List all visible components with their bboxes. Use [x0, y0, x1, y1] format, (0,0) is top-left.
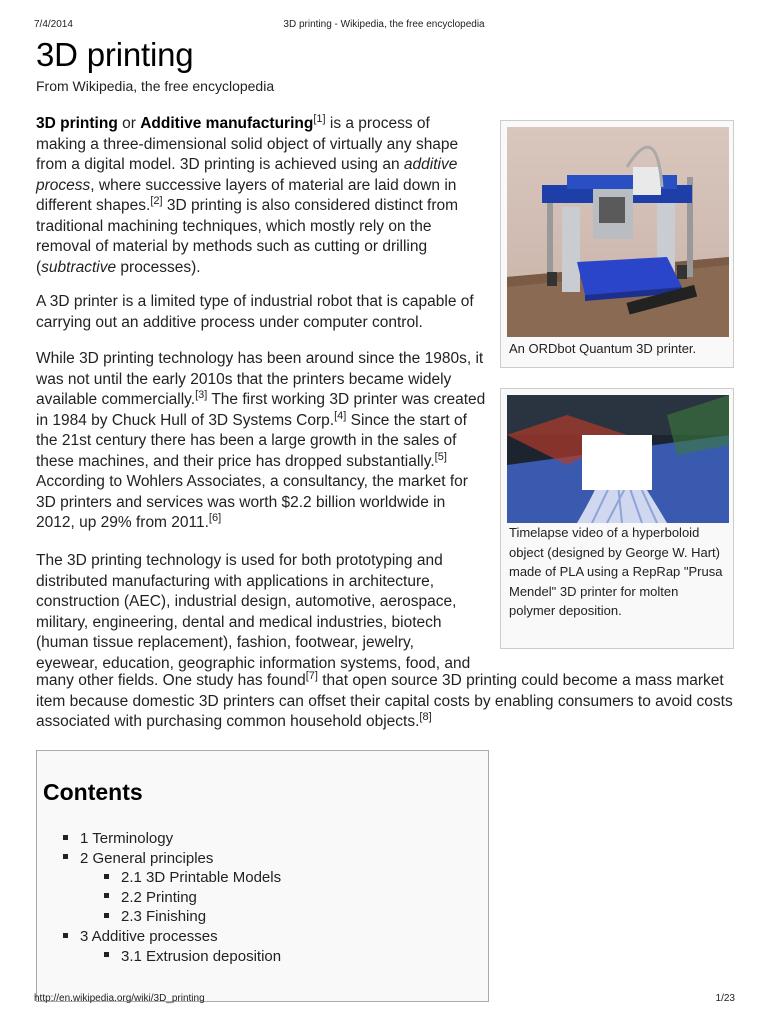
toc-subitem[interactable]: 2.3 Finishing: [104, 907, 281, 927]
table-of-contents: [36, 750, 489, 1002]
figure-ordbot: [500, 120, 734, 368]
citation-link[interactable]: [3]: [195, 388, 208, 401]
paragraph-definition: A 3D printer is a limited type of industrial robot that is capable of carrying out an additive process under computer control.: [36, 293, 474, 331]
toc-list: [63, 829, 281, 966]
bold-term: 3D printing: [36, 115, 118, 132]
paragraph-intro: 3D printing or Additive manufacturing[1] is a process of making a three-dimensional solid object of virtually any shape from a digital model. 3D printing is achieved using an additive process, where successive layers of material are laid down in different shapes.[2] 3D printing is also considered distinct from traditional machining techniques, which mostly rely on the removal of material by methods such as cutting or drilling (subtractive processes).: [36, 112, 459, 276]
toc-subitem[interactable]: 2.2 Printing: [104, 888, 281, 908]
toc-subitem[interactable]: 3.1 Extrusion deposition: [104, 947, 281, 967]
figure-caption: Timelapse video of a hyperboloid object (designed by George W. Hart) made of PLA using a RepRap "Prusa Mendel" 3D printer for molten polymer deposition.: [509, 525, 723, 619]
bold-term: Additive manufacturing: [140, 115, 314, 132]
print-url: http://en.wikipedia.org/wiki/3D_printing: [34, 993, 205, 1004]
citation-link[interactable]: [4]: [334, 409, 347, 422]
toc-sublist: [63, 868, 281, 927]
citation-link[interactable]: [5]: [434, 450, 447, 463]
citation-link[interactable]: [6]: [208, 511, 222, 524]
article-title: 3D printing: [36, 36, 194, 73]
citation-link[interactable]: [8]: [419, 710, 432, 723]
bullet-icon: [104, 874, 109, 879]
bullet-icon: [104, 913, 109, 918]
toc-item[interactable]: 3 Additive processes 3.1 Extrusion deposition: [63, 927, 281, 966]
bullet-icon: [63, 854, 68, 859]
print-page-title: 3D printing - Wikipedia, the free encyclopedia: [283, 19, 485, 30]
toc-item[interactable]: 2 General principles 2.1 3D Printable Models 2.2 Printing 2.3 Finishing: [63, 849, 281, 927]
timelapse-video-still-icon[interactable]: [507, 395, 729, 523]
article-tagline: From Wikipedia, the free encyclopedia: [36, 78, 275, 94]
toc-subitem[interactable]: 2.1 3D Printable Models: [104, 868, 281, 888]
figure-timelapse: [500, 388, 734, 649]
toc-sublist: [63, 947, 281, 967]
toc-title: Contents: [43, 779, 143, 805]
citation-link[interactable]: [1]: [313, 112, 326, 125]
toc-item[interactable]: 1 Terminology: [63, 829, 281, 849]
figure-caption: An ORDbot Quantum 3D printer.: [509, 341, 697, 356]
bullet-icon: [63, 933, 68, 938]
print-date: 7/4/2014: [34, 19, 73, 30]
bullet-icon: [104, 952, 109, 957]
bullet-icon: [104, 893, 109, 898]
print-page-number: 1/23: [715, 993, 735, 1004]
citation-link[interactable]: [7]: [305, 669, 318, 682]
bullet-icon: [63, 835, 68, 840]
paragraph-applications-cont: many other fields. One study has found[7] that open source 3D printing could become a mass market item because domestic 3D printers can offset their capital costs by enabling consumers to avoid costs associated with purchasing common household objects.[8]: [36, 669, 733, 730]
citation-link[interactable]: [2]: [150, 194, 163, 207]
paragraph-applications: The 3D printing technology is used for both prototyping and distributed manufacturing with applications in architecture, construction (AEC), industrial design, automotive, aerospace, military, engineering, dental and medical industries, biotech (human tissue replacement), fashion, footwear, jewelry, eyewear, education, geographic information systems, food, and: [36, 552, 471, 672]
paragraph-history: While 3D printing technology has been around since the 1980s, it was not until the early 2010s that the printers became widely available commercially.[3] The first working 3D printer was created in 1984 by Chuck Hull of 3D Systems Corp.[4] Since the start of the 21st century there has been a large growth in the sales of these machines, and their price has dropped substantially.[5] According to Wohlers Associates, a consultancy, the market for 3D printers and services was worth $2.2 billion worldwide in 2012, up 29% from 2011.[6]: [36, 350, 486, 531]
3d-printer-photo-icon[interactable]: [507, 127, 729, 337]
